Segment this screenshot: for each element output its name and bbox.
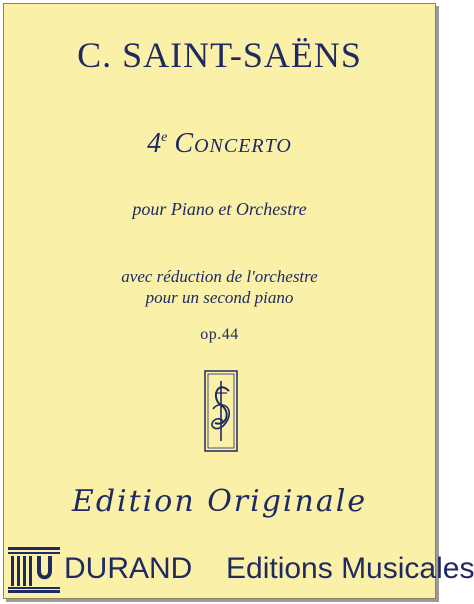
publisher-name: DURAND [64, 552, 193, 585]
reduction-line-2: pour un second piano [145, 288, 294, 307]
work-title [4, 128, 435, 160]
instrumentation: pour Piano et Orchestre [132, 199, 307, 219]
columns-logo-icon [8, 547, 60, 593]
work-ordinal-suffix: e [161, 130, 168, 145]
composer-name: C. SAINT-SAËNS [77, 35, 362, 75]
work-title-text: Concerto [174, 128, 292, 159]
publisher-series: Editions Musicales [226, 552, 474, 585]
opus-number: op.44 [200, 326, 239, 343]
durand-monogram-icon [203, 369, 239, 453]
score-cover [3, 3, 474, 599]
reduction-line-1: avec réduction de l'orchestre [121, 267, 318, 286]
work-ordinal: 4 [147, 128, 162, 159]
edition-label: Edition Originale [71, 484, 368, 519]
